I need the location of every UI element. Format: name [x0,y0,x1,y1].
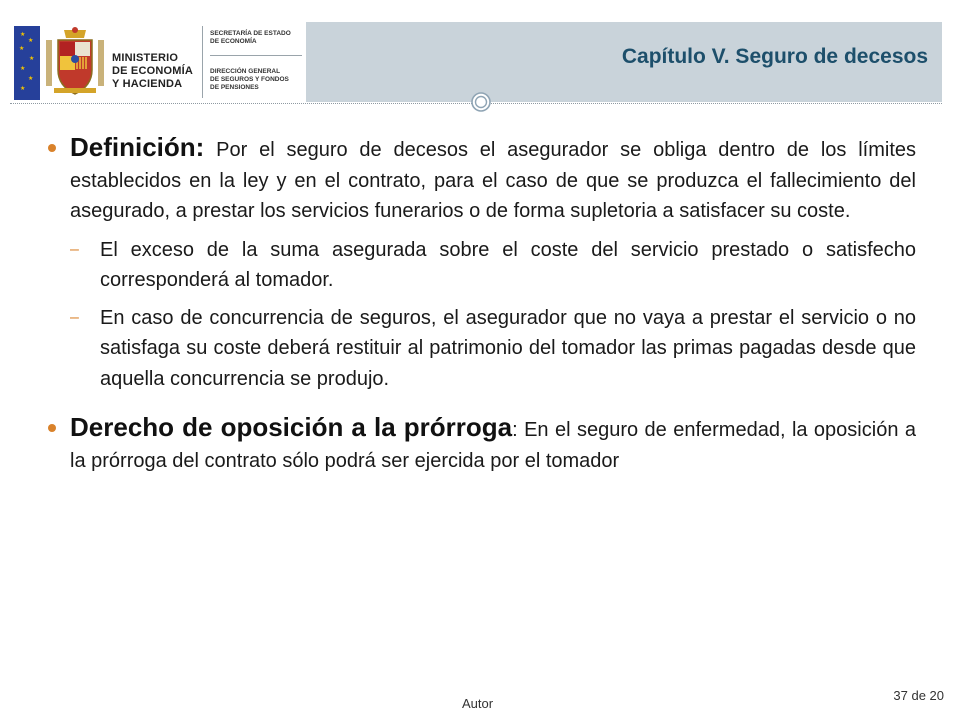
dash-icon: – [70,308,79,326]
logo-divider [202,26,203,98]
direccion-line-3: DE PENSIONES [210,84,259,91]
ministry-line-3: Y HACIENDA [112,78,183,90]
bullet-text: : En el seguro de enfermedad, la oposición a la prórroga del contrato sólo podrá ser ejercida por el tomador [70,419,916,472]
page-number: 37 de 20 [893,688,944,703]
bullet-lead: Derecho de oposición a la prórroga [70,412,513,442]
footer-author: Autor [462,696,494,711]
subitem-concurrencia [44,303,916,395]
direccion-general [210,68,289,92]
bullet-dot-icon [48,424,56,432]
coat-of-arms-icon [44,26,106,100]
direccion-line-1: DIRECCIÓN GENERAL [210,68,281,75]
dash-icon: – [70,240,79,258]
secretaria-line-2: DE ECONOMÍA [210,38,257,45]
bullet-lead: Definición: [70,132,205,162]
page-title: Capítulo V. Seguro de decesos [621,45,928,68]
bullet-dot-icon [48,144,56,152]
direccion-line-2: DE SEGUROS Y FONDOS [210,76,289,83]
secretaria-line-1: SECRETARÍA DE ESTADO [210,30,291,37]
subitem-text: El exceso de la suma asegurada sobre el coste del servicio prestado o satisfecho corresponderá al tomador. [100,238,916,291]
ministry-name [112,52,204,91]
logo-separator [210,55,302,56]
ministry-line-1: MINISTERIO [112,52,179,64]
ring-icon [470,91,492,113]
bullet-text: Por el seguro de decesos el asegurador se obliga dentro de los límites establecidos en la ley y en el contrato, para el caso de que se produzca el fallecimiento del asegurado, a prestar los servicios funerarios o de forma supletoria a satisfacer su coste. [70,139,916,222]
subitem-text: En caso de concurrencia de seguros, el asegurador que no vaya a prestar el servicio o no satisfaga su coste deberá restituir al patrimonio del tomador las primas pagadas desde que aquella concurrencia se produjo. [100,306,916,390]
subitem-exceso [44,235,916,296]
secretaria-estado [210,30,291,46]
bullet-oposicion [44,412,916,476]
bullet-definicion [44,132,916,227]
eu-flag-icon: ★ ★ ★ ★ ★ ★ ★ [14,26,40,100]
slide-content [44,132,916,476]
ministry-line-2: DE ECONOMÍA [112,65,194,77]
